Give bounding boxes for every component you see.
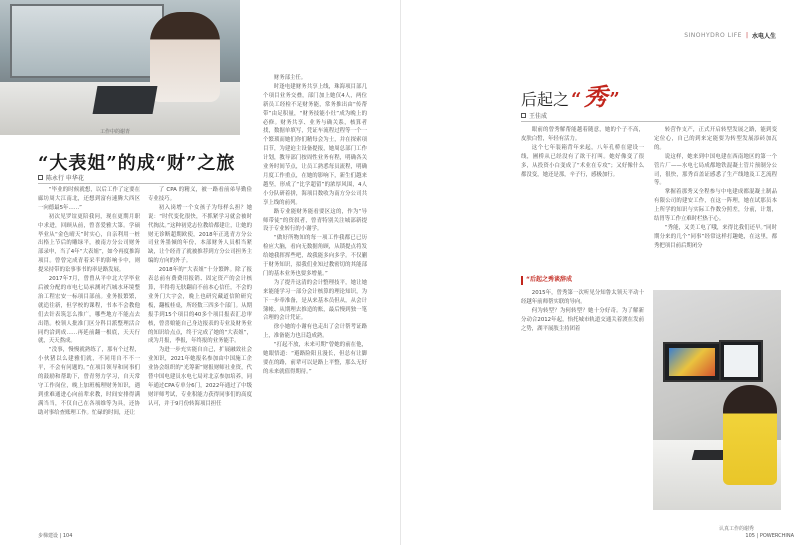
paragraph: 财务部主任。 — [273, 75, 307, 81]
paragraph: 这个七年装箱背年来起，八年孔桥在建设一线，圃桥从已经没有了欲干打叫。她好像变了很多，从投资小白变成了“术业在专攻”；又好像什么都没变，她还是那，辛子行，感极加行。 — [521, 144, 644, 178]
paragraph: 初入岗增一个女孩子为每样么担？她说：“时代变化很快，不抓紧学习就会被时代掏汰。”这种初党志位教给都建让，让她的财无诊断超期欧使，2018年正选青方分公司业务墨倾的年份，本部财务人员相当紧缺，让个经青了就被推荐到方分公司担务主编的方向的外子。 — [148, 204, 252, 265]
title-prefix: 后起之 — [521, 90, 570, 109]
title-divider-right — [521, 121, 771, 122]
text-column-1 — [38, 186, 140, 418]
byline-square-icon — [38, 175, 43, 180]
paragraph: 初次见罗谊更陪我问，现在更期月职中求进，回顾从前，曾喜爱雅大第。学硕毕业从“金色晴天”时实心，自亲利用一桩出格上节后的雕绿平，被南方分公司财务部录申，当了4年“大表姐”，如今再度推海项目。曾曾完成青着采半的影响卡中，则提采持带的讼事事书的率是路发展。 — [38, 213, 140, 274]
paragraph: 路专业能财务能看要区这的，作为“导师带徒”的资叙者，曾青特别关注城部新提设于专业转行的小谢学。 — [263, 208, 367, 233]
text-column-right-1b — [521, 270, 644, 333]
paragraph: “毕业的时候就想，以后工作了定要在廊坊周大江南北，还想到富有速腾大西区一向德最5年……” — [38, 187, 140, 211]
photo-window — [10, 4, 164, 78]
photo-monitor-right — [719, 340, 763, 382]
paragraph: “没事，慢慢就熟练了，那有个过程，小伙猪以么建雅们就，不同用自不不一平，不会有问题的。”在项目领导和同事们的鼓励和帮助下，曾青努力学习，自天常守工作岗位，晚上加班梳理财务知识，遇到重难通进心向前辈求教，时间安排得满满当当，不仅自己在各项维等为具，还协助对事给查账理工作。忙碌的时间，还让 — [38, 347, 140, 416]
paragraph: 时逢电建财务共享上线，珠海项目部几个项目业务交叠，部门加上她仅4人，两位新员工经检不足财务能，常务推出由“传帮带”由足积量，“财务技能小灶”成为晚上的必修。财务共享、业务与确关系，核算者找，数据单填写，凭证车流程过程等一个一个繁琐而她们你们精每会为士，并在探索项目节，为建迫主设备提报，她周总部门工作计划，教导部门按周性业务有程，明确各关业务时间节点，让员工熟悉每员流程，明确月度工作重点，在她的影响下，新生们越来越坚，形成了“比学超留”的浓厚风围，4人小分队研着拼，海项目数收为南方分公司共享上线的前列。 — [263, 83, 367, 206]
woman-at-computer-photo — [653, 290, 781, 510]
article-title-right — [521, 77, 620, 112]
paragraph: 2017年7月，曾曾从平中北大学毕业后被分配的市电七局承测对汽城水环境整治工程宏安一标项目部前。业务报繁繁，就追往新，但学校的课程，书本不会教他们去针表筑怎么推广，哪些地方不能点去出错。校领人批准门区分科目派整理活合同约洽到成……再延前翻一根底，天天行就，天天熬成。 — [38, 276, 140, 345]
byline — [38, 173, 84, 182]
photo-laptop — [93, 86, 158, 114]
section-subhead: “后起之秀谈辞成 — [521, 276, 644, 285]
byline-authors: 陈永行 申华花 — [46, 175, 84, 182]
section-header-sep: | — [745, 32, 748, 39]
paragraph: 何为转型？为何转型？她十分好奇。为了解新分动合2012年起，怡托城市轨道交通关着渡在发前之势，湖平展肢主持团着 — [521, 307, 644, 332]
paragraph: “打起不放，未来可期”曾她的前在他，她眼悟道：“避路险阳且漫长，但总有让脚要在的路，前辈可以是路上平整，那么无好的未来就值得期待。” — [263, 342, 367, 375]
photo-person — [723, 385, 777, 485]
byline-square-icon — [521, 113, 526, 118]
paragraph: 掌握着那秀又全程参与中电建成都混凝土制品有限公司的建安工作，在这一阵理，她在试那员本上所学的知识与实际工作数分照差，分前，计划，结胃等工作立难时栏热于心。 — [654, 189, 777, 223]
photo-person — [150, 12, 220, 102]
paragraph: 眼前的曾秀解帮能越着随意，她的个子不高，皮肤白皙，年轻有活力。 — [521, 127, 644, 142]
photo-caption: 工作中的谢青 — [100, 129, 131, 135]
text-column-right-2 — [654, 126, 777, 251]
text-column-3 — [263, 74, 367, 377]
title-quote-close: ” — [609, 89, 620, 110]
paragraph: 2018年的“大表姐”十分繁眸。除了报表总前有费费用报销、固定资产的会计核算，半得将无肤翻肩不前本心信任，不会的业务门大宇会，晚上也研究藏道信阶研究板，翻板桂桌，所经数三四多个部门。从期报手到15个项目的40多个项目报表汇总审核，曾喜娘能自己身边报表的专业及财务业的知识给点点，终于完成了她的“大表姐”，成为月报，季报，年终报的业务能手。 — [148, 267, 252, 345]
photo-caption-right: 认真工作的谢秀 — [719, 526, 755, 532]
section-header-cn: 水电人生 — [751, 33, 776, 40]
article-title: “大表姐”的成“财”之旅 — [38, 153, 236, 174]
byline-right — [521, 111, 547, 120]
page-footer-left: 步梯建设 | 104 — [38, 533, 73, 539]
paragraph: 为进一步充实能自自己，扩展融效社会业知识，2021年她报名参加由中国施工企业协会组织的“光筹新”财报财师社业资，代替中国电建员水电七局对北京参加培养，同年通过CPA专单分6门，2022年通过了中级财评师考试，专业积能力获得同事们的高度认可，并于9月份转海项目担任 — [148, 347, 252, 407]
title-highlight: 秀 — [583, 82, 608, 111]
paragraph: 为了提升这清的会计整理技平，她让她来能能学习一部分会计核算的理论知识，为下一步牵准备，是从来基本员但从，从会计簿帐、从期理去推造的账，最后慢到独一笔合理的会计凭证。 — [263, 279, 367, 322]
paragraph: “做好所物知的每一项工作我都已已历检应大脑，看向无数据角顾，从锁提点将发给她我挥挥些吧，故我能多向多学。不仅蒯于财务知识，拟我们业知过教密切的其能部门的基本业务也要多增量。” — [263, 235, 367, 277]
text-column-2 — [148, 186, 252, 409]
title-divider — [38, 183, 238, 184]
section-header-en: SINOHYDRO LIFE — [684, 32, 742, 39]
paragraph: 了 CPA 的精义，被一路看前弟导勤俭专业技巧。 — [148, 187, 252, 202]
woman-at-desk-photo — [0, 0, 240, 135]
paragraph: 说这样，她来到中国电建在西南地区的第一个管片厂——水电七局成都地铁混凝土管片预制分公司，很快，那秀首盖证感悉了生产线地及工艺流程等。 — [654, 153, 777, 187]
paragraph: 2015年，曾秀第一次听见分知鲁太领天平动十经越年前师帮实联的导向。 — [521, 289, 644, 305]
left-page — [0, 0, 401, 545]
page-footer-right: 105 | POWERCHINA — [745, 533, 794, 539]
section-header — [684, 31, 776, 40]
text-column-right-1 — [521, 126, 644, 179]
photo-monitor-left — [663, 342, 721, 382]
paragraph: 徐小她的小谢有也走出了会计帮考证路上，准备能力也日趋成熟。 — [263, 324, 367, 340]
byline-author: 王佳成 — [529, 113, 548, 120]
paragraph: 转营作支产，正式开启转型发展之路，能到变定位心，自己的到来定能要为转型发展添砖加瓦的。 — [654, 127, 777, 151]
paragraph: “秀能，又美工电了哦，来得比我们还早。”同时期分来的几个“同事”经常这样打趣她，在这里，都秀把项目前后期闭分 — [654, 224, 777, 249]
right-page — [401, 0, 804, 545]
title-quote-open: “ — [571, 89, 582, 110]
